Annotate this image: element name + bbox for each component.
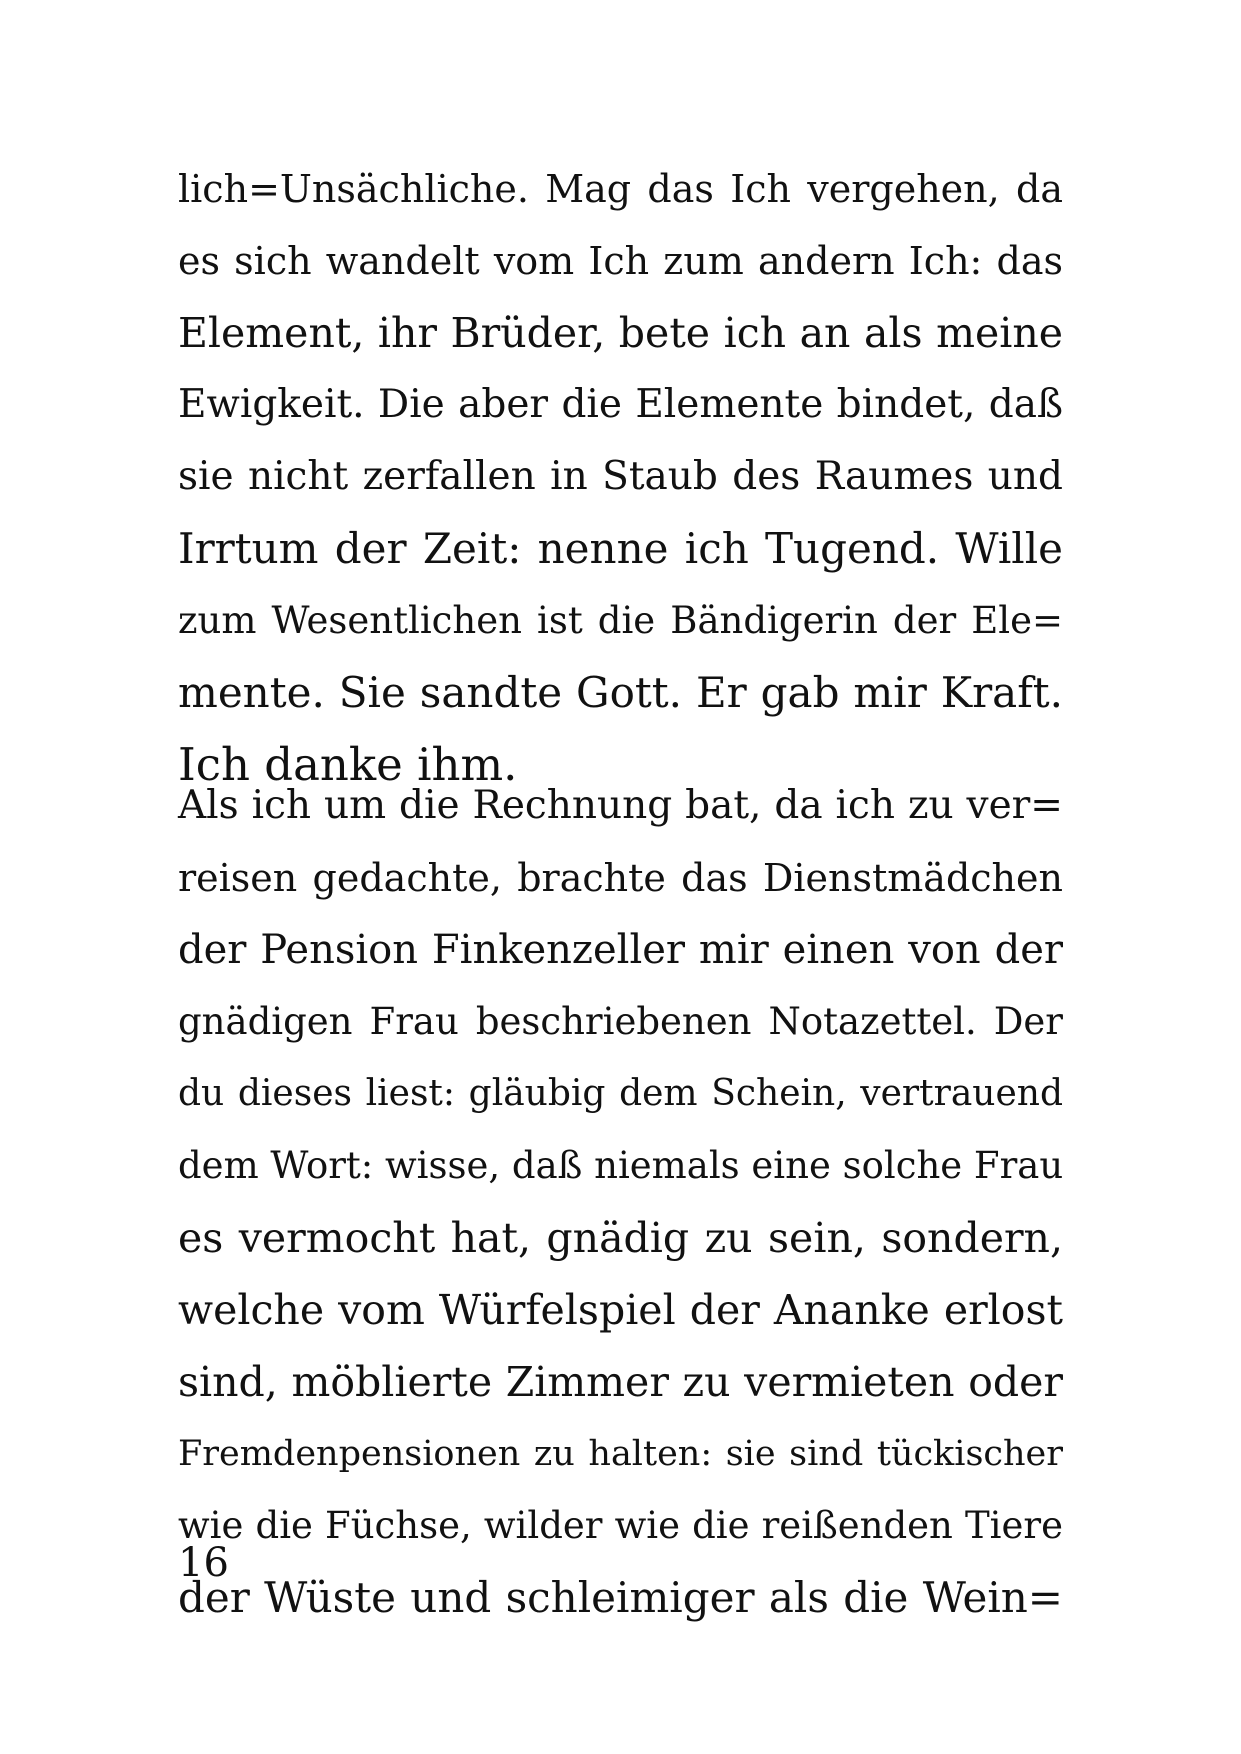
text-line: Ewigkeit. Die aber die Elemente bindet, daß: [178, 382, 1063, 427]
text-line: wie die Füchse, wilder wie die reißenden Tiere: [178, 1504, 1063, 1547]
page-number: 16: [178, 1540, 229, 1586]
text-line: Als ich um die Rechnung bat, da ich zu ver=: [178, 783, 1063, 828]
text-line: zum Wesentlichen ist die Bändigerin der Ele=: [178, 599, 1063, 642]
text-line: es vermocht hat, gnädig zu sein, sondern,: [178, 1214, 1063, 1262]
text-line: Irrtum der Zeit: nenne ich Tugend. Wille: [178, 524, 1063, 573]
text-line: Ich danke ihm.: [178, 738, 518, 791]
text-line: sie nicht zerfallen in Staub des Raumes und: [178, 454, 1063, 499]
text-line: der Wüste und schleimiger als die Wein=: [178, 1573, 1063, 1622]
paragraph-1: [178, 153, 1063, 801]
text-line: Fremdenpensionen zu halten: sie sind tückischer: [178, 1434, 1063, 1474]
text-line: Element, ihr Brüder, bete ich an als meine: [178, 309, 1063, 357]
text-line: sind, möblierte Zimmer zu vermieten oder: [178, 1358, 1063, 1406]
text-line: gnädigen Frau beschriebenen Notazettel. Der: [178, 1000, 1063, 1043]
text-line: es sich wandelt vom Ich zum andern Ich: das: [178, 239, 1063, 283]
text-line: der Pension Finkenzeller mir einen von der: [178, 927, 1063, 973]
text-line: lich=Unsächliche. Mag das Ich vergehen, da: [178, 167, 1063, 211]
text-line: mente. Sie sandte Gott. Er gab mir Kraft.: [178, 668, 1063, 717]
text-line: du dieses liest: gläubig dem Schein, vertrauend: [178, 1073, 1063, 1114]
text-line: dem Wort: wisse, daß niemals eine solche Frau: [178, 1144, 1064, 1187]
paragraph-2: [178, 770, 1063, 1634]
text-line: reisen gedachte, brachte das Dienstmädchen: [178, 856, 1063, 900]
text-line: welche vom Würfelspiel der Ananke erlost: [178, 1286, 1063, 1334]
